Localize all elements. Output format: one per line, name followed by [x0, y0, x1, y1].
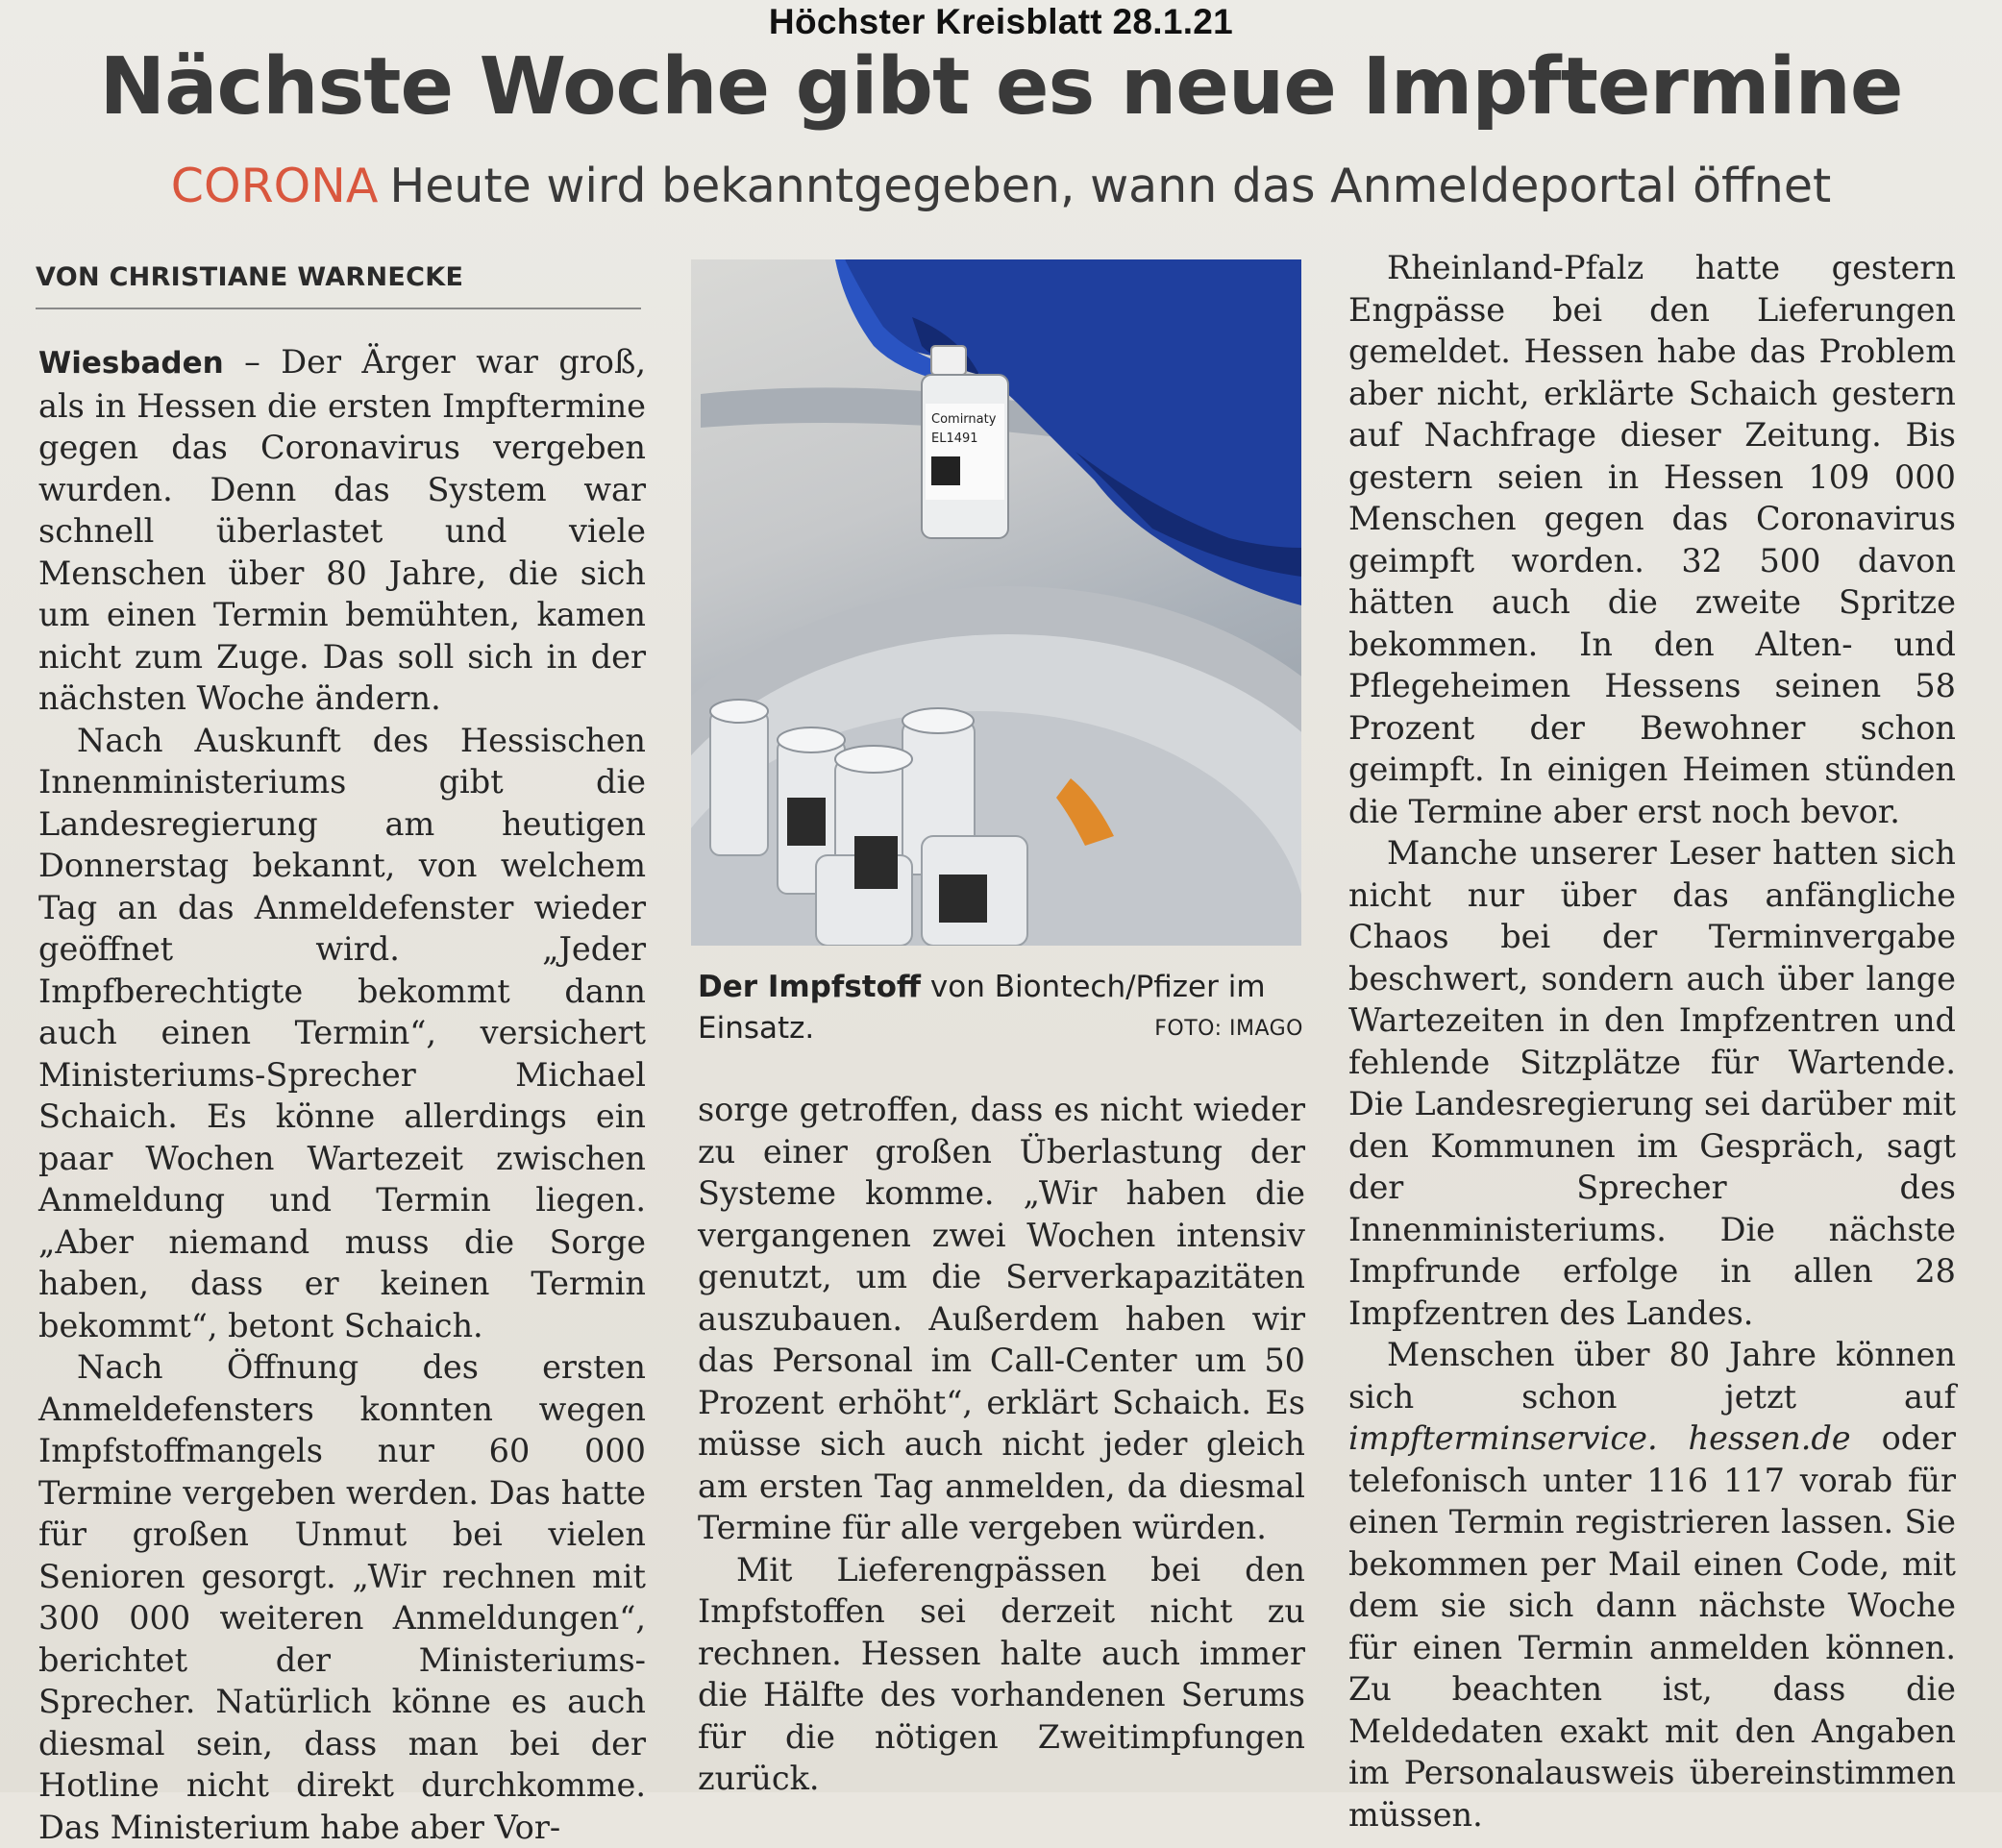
vial-label-lot: EL1491 [931, 431, 978, 446]
caption-lead: Der Impfstoff [698, 970, 922, 1004]
paragraph [1348, 1334, 1956, 1836]
photo-credit: FOTO: IMAGO [1154, 1017, 1303, 1041]
article-photo [691, 259, 1301, 946]
vial-label-name: Comirnaty [931, 412, 997, 427]
website-reference: impfterminservice. hessen.de [1348, 1419, 1851, 1457]
paragraph-text: Menschen über 80 Jahre können sich schon jetzt auf [1348, 1336, 1956, 1416]
subheadline [38, 159, 1964, 213]
paragraph-text: – Der Ärger war groß, als in Hessen die ersten Impftermine gegen das Coronavirus vergeben wurden. Denn das System war schnell überlastet und viele Menschen über 80 Jahre, die sich um einen Termin bemühten, kamen nicht zum Zuge. Das soll sich in der nächsten Woche ändern. [38, 343, 646, 717]
dateline: Wiesbaden [38, 346, 224, 381]
caption-text: von Biontech/Pfizer im Einsatz. [698, 970, 1266, 1046]
vaccine-vials-image [691, 259, 1301, 946]
article-column-2 [698, 1089, 1305, 1800]
article-column-1 [38, 341, 646, 1848]
paragraph: Nach Öffnung des ersten Anmeldefensters konnten wegen Impfstoffmangels nur 60 000 Termine vergeben werden. Das hatte für großen Unmut bei vielen Senioren gesorgt. „Wir rechnen mit 300 000 weiteren Anmeldungen“, berichtet der Ministeriums-Sprecher. Natürlich könne es auch diesmal sein, dass man bei der Hotline nicht direkt durchkomme. Das Ministerium habe aber Vor- [38, 1348, 646, 1846]
paragraph: Manche unserer Leser hatten sich nicht nur über das anfängliche Chaos bei der Terminvergabe beschwert, sondern auch über lange Wartezeiten in den Impfzentren und fehlende Sitzplätze für Wartende. Die Landesregierung sei darüber mit den Kommunen im Gespräch, sagt der Sprecher des Innenministeriums. Die nächste Impfrunde erfolge in allen 28 Impfzentren des Landes. [1348, 834, 1956, 1332]
source-label: Höchster Kreisblatt 28.1.21 [768, 2, 1234, 41]
subheadline-kicker: CORONA [170, 159, 379, 213]
headline: Nächste Woche gibt es neue Impftermine [99, 41, 1903, 133]
paragraph: Mit Lieferengpässen bei den Impfstoffen sei derzeit nicht zu rechnen. Hessen halte auch immer die Hälfte des vorhandenen Serums für die nötigen Zweitimpfungen zurück. [698, 1550, 1305, 1797]
photo-caption [698, 967, 1303, 1049]
paragraph [38, 341, 646, 720]
paragraph: sorge getroffen, dass es nicht wieder zu einer großen Überlastung der Systeme komme. „Wir haben die vergangenen zwei Wochen intensiv genutzt, um die Serverkapazitäten auszubauen. Außerdem haben wir das Personal im Call-Center um 50 Prozent erhöht“, erklärt Schaich. Es müsse sich auch nicht jeder gleich am ersten Tag anmelden, da diesmal Termine für alle vergeben würden. [698, 1091, 1305, 1546]
paragraph: Nach Auskunft des Hessischen Innenministeriums gibt die Landesregierung am heutigen Donnerstag bekannt, von welchem Tag an das Anmeldefenster wieder geöffnet wird. „Jeder Impfberechtigte bekommt dann auch einen Termin“, versichert Ministeriums-Sprecher Michael Schaich. Es könne allerdings ein paar Wochen Wartezeit zwischen Anmeldung und Termin liegen. „Aber niemand muss die Sorge haben, dass er keinen Termin bekommt“, betont Schaich. [38, 721, 646, 1344]
paragraph: Rheinland-Pfalz hatte gestern Engpässe bei den Lieferungen gemeldet. Hessen habe das Problem aber nicht, erklärte Schaich gestern auf Nachfrage dieser Zeitung. Bis gestern seien in Hessen 109 000 Menschen gegen das Coronavirus geimpft worden. 32 500 davon hätten auch die zweite Spritze bekommen. In den Alten- und Pflegeheimen Hessens seinen 58 Prozent der Bewohner schon geimpft. In einigen Heimen stünden die Termine aber erst noch bevor. [1348, 249, 1956, 830]
byline: VON CHRISTIANE WARNECKE [36, 262, 641, 309]
article-column-3 [1348, 247, 1956, 1836]
paragraph-text: oder telefonisch unter 116 117 vorab für einen Termin registrieren lassen. Sie bekommen per Mail einen Code, mit dem sie sich dann nächste Woche für einen Termin anmelden können. Zu beachten ist, dass die Meldedaten exakt mit den Angaben im Personalausweis übereinstimmen müssen. [1348, 1419, 1957, 1834]
subheadline-text: Heute wird bekanntgegeben, wann das Anmeldeportal öffnet [389, 159, 1832, 213]
